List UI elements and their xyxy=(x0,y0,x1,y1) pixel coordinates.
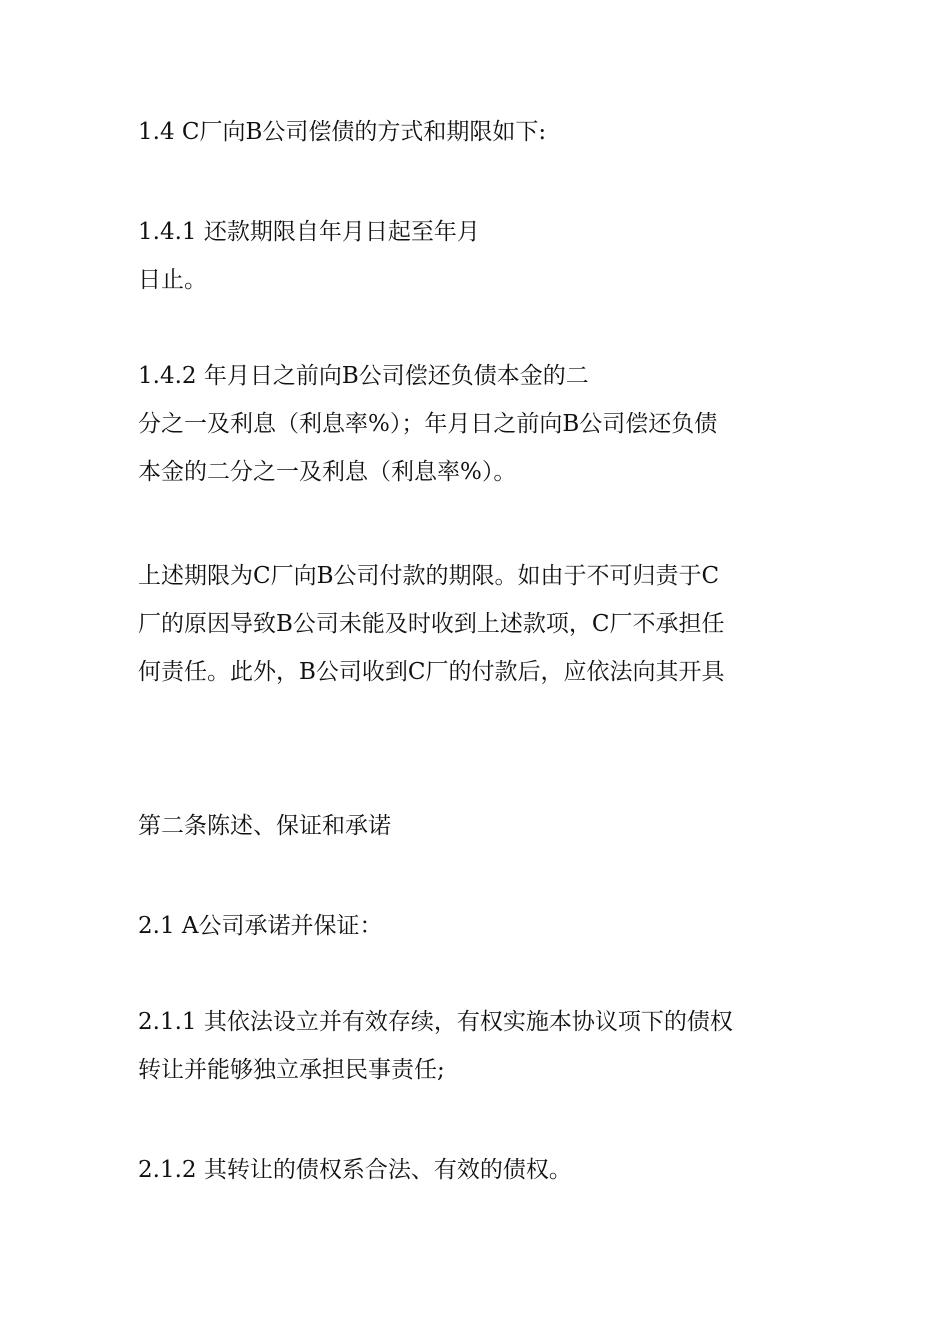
text-line: 1.4 C厂向B公司偿债的方式和期限如下: xyxy=(138,119,547,145)
text-line: 分之一及利息（利息率%）；年月日之前向B公司偿还负债 xyxy=(138,411,718,437)
text-line: 何责任。此外，B公司收到C厂的付款后，应依法向其开具 xyxy=(138,659,725,685)
text-line: 厂的原因导致B公司未能及时收到上述款项，C厂不承担任 xyxy=(138,611,725,637)
text-line: 转让并能够独立承担民事责任; xyxy=(138,1057,445,1083)
clause-1-4-heading xyxy=(138,108,808,156)
clause-1-4-2 xyxy=(138,352,808,496)
clause-2-1 xyxy=(138,902,808,950)
clause-2-1-1 xyxy=(138,998,808,1094)
text-line: 日止。 xyxy=(138,267,207,293)
text-line: 2.1 A公司承诺并保证： xyxy=(138,913,383,939)
payment-term-paragraph xyxy=(138,552,808,696)
text-line: 上述期限为C厂向B公司付款的期限。如由于不可归责于C xyxy=(138,563,720,589)
clause-1-4-1 xyxy=(138,208,808,304)
text-line: 2.1.2 其转让的债权系合法、有效的债权。 xyxy=(138,1157,572,1183)
text-line: 2.1.1 其依法设立并有效存续，有权实施本协议项下的债权 xyxy=(138,1009,733,1035)
text-line: 1.4.2 年月日之前向B公司偿还负债本金的二 xyxy=(138,363,589,389)
article-2-heading xyxy=(138,802,808,850)
clause-2-1-2 xyxy=(138,1146,808,1194)
text-line: 本金的二分之一及利息（利息率%）。 xyxy=(138,459,517,485)
text-line: 1.4.1 还款期限自年月日起至年月 xyxy=(138,219,480,245)
text-line: 第二条陈述、保证和承诺 xyxy=(138,813,391,839)
